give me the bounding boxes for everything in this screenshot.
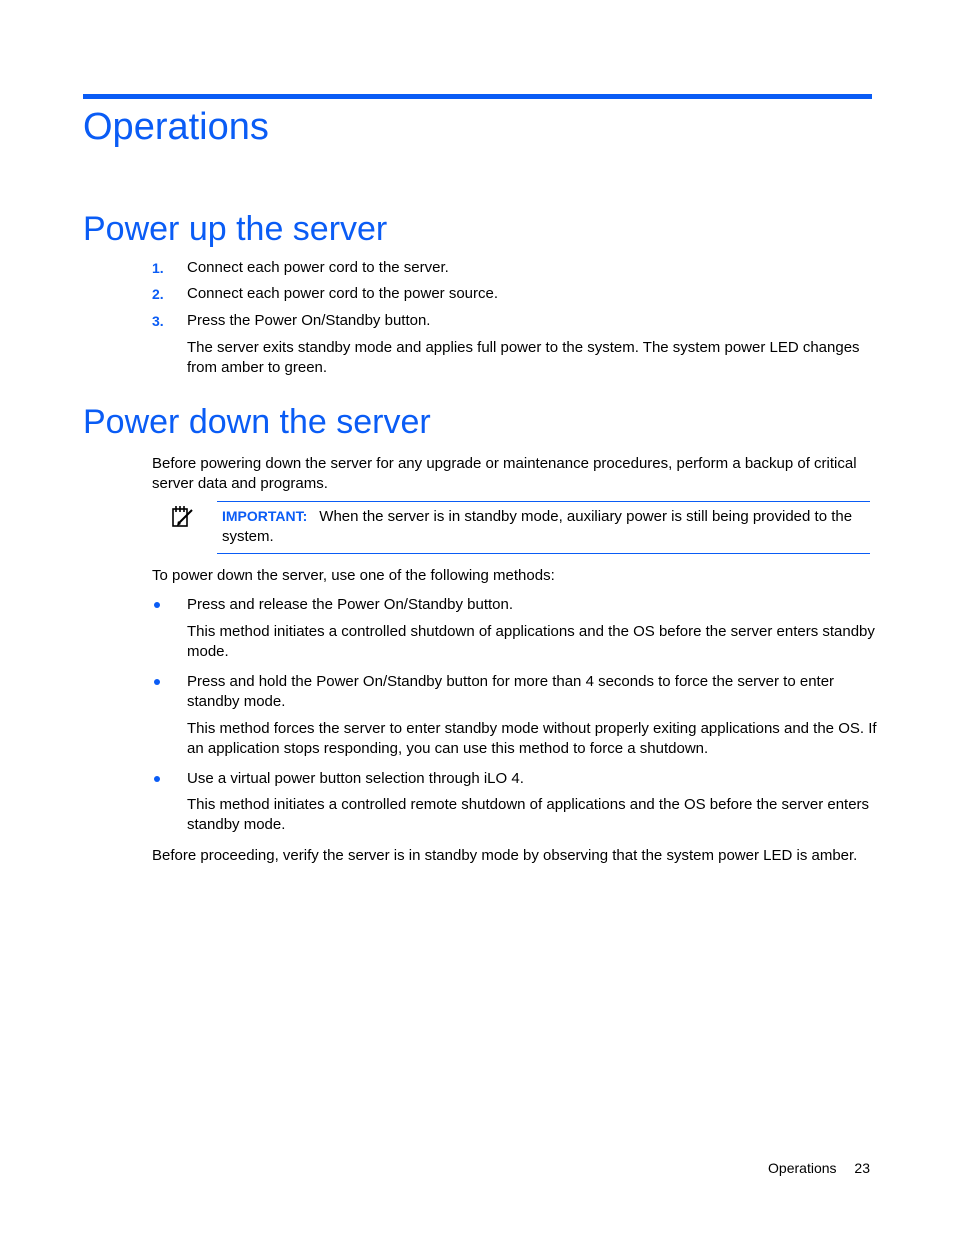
methods-intro: To power down the server, use one of the following methods:	[152, 567, 555, 584]
bullet-icon	[154, 679, 160, 685]
bullet-icon	[154, 776, 160, 782]
chapter-top-rule	[83, 94, 872, 99]
important-label: IMPORTANT:	[222, 508, 308, 524]
method-detail: This method initiates a controlled remote shutdown of applications and the OS before the server enters standby mode.	[187, 796, 870, 833]
section-intro: Before powering down the server for any upgrade or maintenance procedures, perform a backup of critical server data and programs.	[152, 455, 857, 492]
closing-note: Before proceeding, verify the server is in standby mode by observing that the system power LED is amber.	[152, 847, 858, 864]
step-number: 2.	[152, 286, 164, 302]
method-text: Press and hold the Power On/Standby button for more than 4 seconds to force the server to enter standby mode.	[187, 673, 835, 710]
step-text: Connect each power cord to the server.	[187, 259, 449, 276]
footer-section: Operations	[768, 1160, 837, 1176]
important-top-rule	[217, 501, 870, 502]
method-detail: This method initiates a controlled shutdown of applications and the OS before the server enters standby mode.	[187, 623, 875, 660]
step-number: 1.	[152, 260, 164, 276]
step-text: Press the Power On/Standby button.	[187, 312, 431, 329]
step-number: 3.	[152, 313, 164, 329]
section-title-power-down: Power down the server	[83, 403, 431, 441]
bullet-icon	[154, 602, 160, 608]
important-text: When the server is in standby mode, auxiliary power is still being provided to the system.	[222, 508, 853, 545]
method-text: Use a virtual power button selection through iLO 4.	[187, 770, 524, 787]
step-result: The server exits standby mode and applies full power to the system. The system power LED changes from amber to green.	[187, 339, 860, 376]
method-detail: This method forces the server to enter standby mode without properly exiting applications and the OS. If an application stops responding, you can use this method to force a shutdown.	[187, 720, 877, 757]
step-text: Connect each power cord to the power source.	[187, 285, 499, 302]
important-note-icon	[170, 505, 196, 534]
important-bottom-rule	[217, 553, 870, 554]
important-note	[222, 506, 870, 547]
page-footer	[768, 1158, 870, 1178]
method-text: Press and release the Power On/Standby button.	[187, 596, 514, 613]
page-number: 23	[854, 1160, 870, 1176]
chapter-title: Operations	[83, 106, 269, 148]
section-title-power-up: Power up the server	[83, 210, 388, 248]
